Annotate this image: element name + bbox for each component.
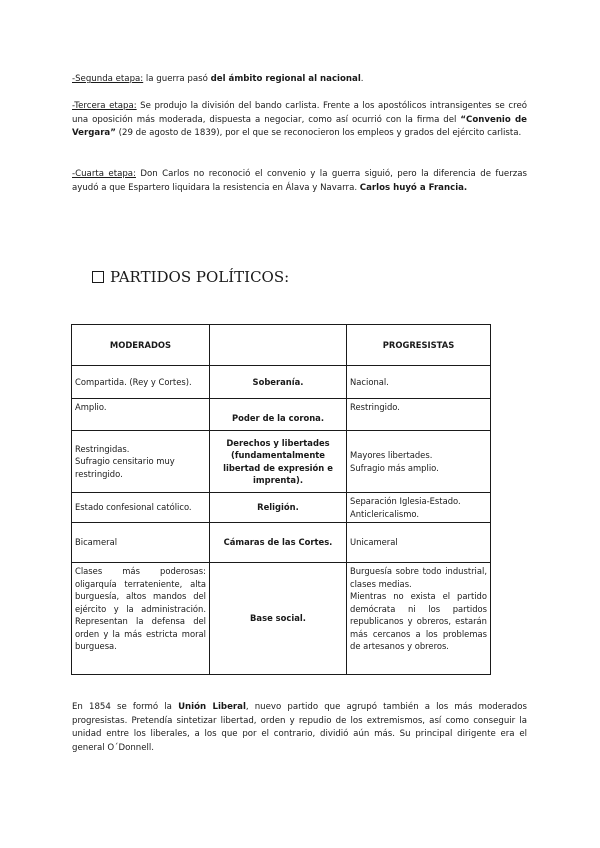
header-middle bbox=[210, 325, 347, 366]
checkbox-icon bbox=[92, 271, 104, 283]
header-moderados: MODERADOS bbox=[72, 325, 210, 366]
etapa-bold: Carlos huyó a Francia. bbox=[359, 182, 468, 193]
closing-text: En 1854 se formó la bbox=[72, 702, 179, 712]
cell-moderados: Bicameral bbox=[72, 523, 210, 563]
etapa-cuarta bbox=[72, 168, 527, 195]
cell-moderados: Amplio. bbox=[72, 399, 210, 431]
closing-bold: Unión Liberal bbox=[178, 702, 246, 712]
etapa-text: Don Carlos no reconoció el convenio y la guerra siguió, pero la diferencia de fuerzas ayudó a que Espartero liquidara la resistencia en Álava y Navarra. bbox=[72, 169, 527, 193]
etapa-segunda bbox=[72, 73, 527, 87]
cell-progresistas: Nacional. bbox=[347, 366, 491, 399]
table-row bbox=[72, 366, 491, 399]
table-row bbox=[72, 563, 491, 675]
parties-table bbox=[71, 324, 491, 675]
etapa-text: . bbox=[360, 74, 364, 84]
cell-moderados: Estado confesional católico. bbox=[72, 493, 210, 523]
cell-moderados: Clases más poderosas: oligarquía terrateniente, alta burguesía, altos mandos del ejército y la administración. Representan la defensa del orden y la más estricta moral burguesa. bbox=[72, 563, 210, 675]
etapa-label: -Tercera etapa: bbox=[72, 101, 137, 111]
cell-progresistas: Mayores libertades. Sufragio más amplio. bbox=[347, 431, 491, 493]
etapa-text: la guerra pasó bbox=[143, 74, 211, 84]
etapa-label: -Cuarta etapa: bbox=[72, 169, 136, 179]
section-heading bbox=[92, 268, 289, 286]
closing-text: , nuevo partido que agrupó también a los más moderados progresistas. Pretendía sintetizar libertad, orden y repudio de los extremismos, así como conseguir la unidad entre los liberales, a los que por el contrario, dividió aún más. Su principal dirigente era el general O´Donnell. bbox=[72, 702, 527, 753]
etapa-text: Se produjo la división del bando carlista. Frente a los apostólicos intransigentes se creó una oposición más moderada, dispuesta a negociar, como así ocurrió con la firma del bbox=[72, 101, 527, 125]
cell-progresistas: Separación Iglesia-Estado. Anticlericalismo. bbox=[347, 493, 491, 523]
etapa-label: -Segunda etapa: bbox=[72, 74, 144, 84]
cell-progresistas: Restringido. bbox=[347, 399, 491, 431]
cell-moderados: Compartida. (Rey y Cortes). bbox=[72, 366, 210, 399]
cell-progresistas: Burguesía sobre todo industrial, clases medias. Mientras no exista el partido demócrata ni los partidos republicanos y obreros, estarán más cercanos a los problemas de artesanos y obreros. bbox=[347, 563, 491, 675]
cell-topic: Base social. bbox=[210, 563, 347, 675]
etapa-bold: del ámbito regional al nacional bbox=[210, 74, 361, 84]
table-row bbox=[72, 523, 491, 563]
etapa-bold: “Convenio de Vergara” bbox=[72, 114, 527, 138]
cell-topic: Cámaras de las Cortes. bbox=[210, 523, 347, 563]
table-row bbox=[72, 399, 491, 431]
header-progresistas: PROGRESISTAS bbox=[347, 325, 491, 366]
cell-topic: Soberanía. bbox=[210, 366, 347, 399]
cell-moderados: Restringidas. Sufragio censitario muy restringido. bbox=[72, 431, 210, 493]
cell-progresistas: Unicameral bbox=[347, 523, 491, 563]
etapa-tercera bbox=[72, 100, 527, 141]
cell-topic: Derechos y libertades (fundamentalmente libertad de expresión e imprenta). bbox=[210, 431, 347, 493]
closing-paragraph bbox=[72, 701, 527, 755]
section-title: PARTIDOS POLÍTICOS: bbox=[110, 268, 290, 286]
table-row bbox=[72, 431, 491, 493]
cell-topic: Religión. bbox=[210, 493, 347, 523]
table-header-row bbox=[72, 325, 491, 366]
table-row bbox=[72, 493, 491, 523]
cell-topic: Poder de la corona. bbox=[210, 399, 347, 431]
etapa-text: (29 de agosto de 1839), por el que se reconocieron los empleos y grados del ejército carlista. bbox=[115, 128, 522, 138]
